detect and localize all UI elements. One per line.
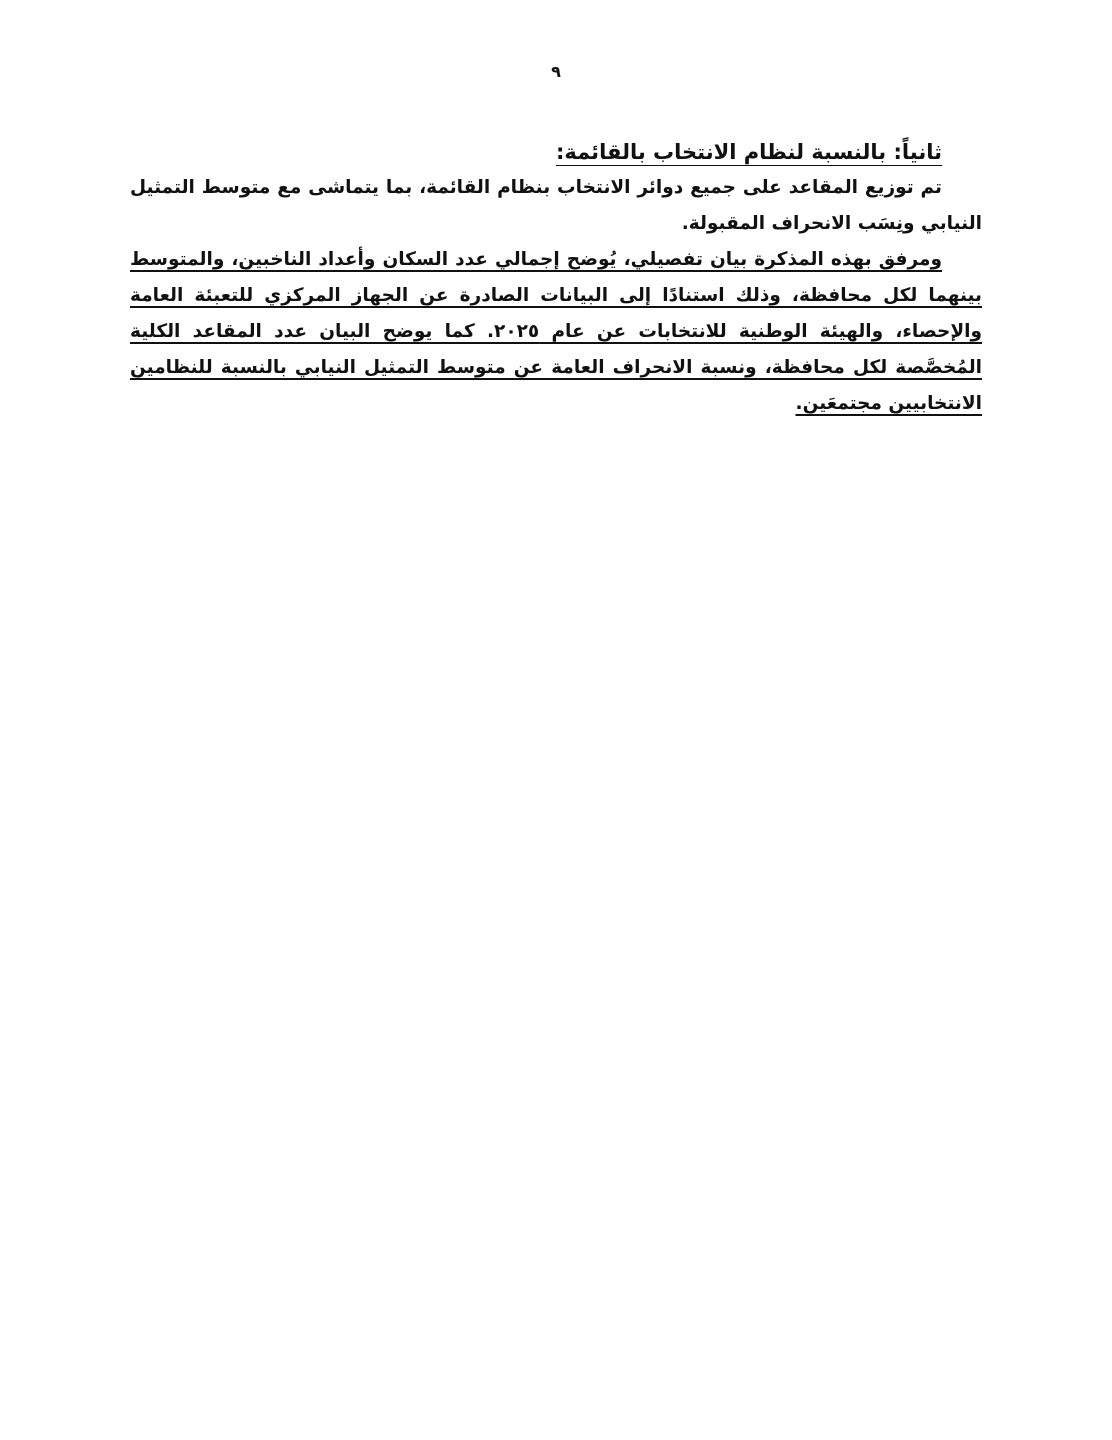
section-heading [130,134,942,170]
section-heading-text: ثانياً: بالنسبة لنظام الانتخاب بالقائمة: [555,140,942,164]
paragraph-attached-statement: ومرفق بهذه المذكرة بيان تفصيلي، يُوضح إجمالي عدد السكان وأعداد الناخبين، والمتوسط بينهما لكل محافظة، وذلك استنادًا إلى البيانات الصادرة عن الجهاز المركزي للتعبئة العامة والإحصاء، والهيئة الوطنية للانتخابات عن عام ٢٠٢٥. كما يوضح البيان عدد المقاعد الكلية المُخصَّصة لكل محافظة، ونسبة الانحراف العامة عن متوسط التمثيل النيابي بالنسبة للنظامين الانتخابيين مجتمعَين. [130,249,982,414]
page-number: ٩ [551,62,561,81]
paragraph-seat-distribution: تم توزيع المقاعد على جميع دوائر الانتخاب بنظام القائمة، بما يتماشى مع متوسط التمثيل النيابي ونِسَب الانحراف المقبولة. [130,177,982,234]
page-body [130,134,982,422]
